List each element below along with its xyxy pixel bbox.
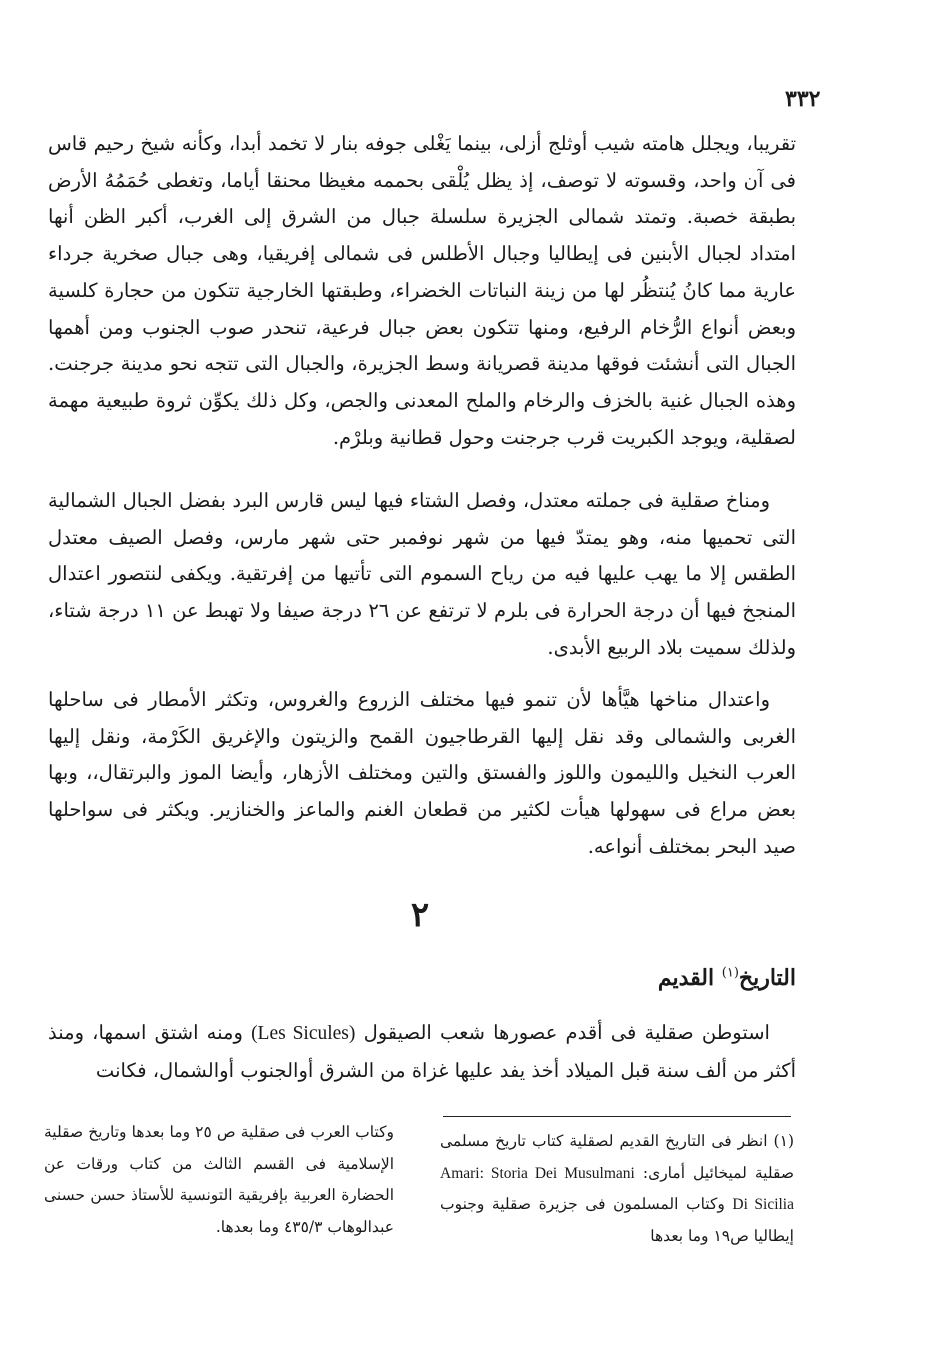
section-heading-title: التاريخ	[738, 965, 796, 991]
footnote-latin-title: Amari: Storia Dei Musulmani Di Sicilia	[440, 1164, 794, 1213]
paragraph-agriculture: واعتدال مناخها هيَّأها لأن تنمو فيها مختلف الزروع والغروس، وتكثر الأمطار فى ساحلها الغربى والشمالى وقد نقل إليها القرطاجيون القمح والزيتون والإغريق الكَرْمة، ونقل إليها العرب النخيل والليمون واللوز والفستق والتين ومختلف الأزهار، وأيضا الموز والبرتقال،، وبها بعض مراع فى سهولها هيأت لكثير من قطعان الغنم والماعز والخنازير. ويكثر فى سواحلها صيد البحر بمختلف أنواعه.	[48, 688, 796, 858]
footnote-right-part1: (١) انظر فى التاريخ القديم لصقلية كتاب تاريخ مسلمى صقلية لميخائيل أمارى:	[440, 1132, 794, 1182]
paragraph-ancient-history-end: ومنه اشتق اسمها، ومنذ أكثر من ألف سنة قبل الميلاد أخذ يفد عليها غزاة من الشرق أوالجنوب أوالشمال، فكانت	[48, 1021, 796, 1082]
footnote-left-column: وكتاب العرب فى صقلية ص ٢٥ وما بعدها وتاريخ صقلية الإسلامية فى القسم الثالث من كتاب ورقات عن الحضارة العربية بإفريقية التونسية للأستاذ حسن حسنى عبدالوهاب ٤٣٥/٣ وما بعدها.	[44, 1123, 394, 1236]
footnote-reference: (١)	[721, 965, 739, 981]
paragraph-mountains: تقريبا، ويجلل هامته شيب أوثلج أزلى، بينما يَغْلى جوفه بنار لا تخمد أبدا، وكأنه شيخ رحيم قاس فى آن واحد، وقسوته لا توصف، إذ يظل يُلْقى بحممه مغيظا محنقا أياما، وتغطى حُمَمُهُ الأرض بطبقة خصبة. وتمتد شمالى الجزيرة سلسلة جبال من الشرق إلى الغرب، أكبر الظن أنها امتداد لجبال الأبنين فى إيطاليا وجبال الأطلس فى شمالى إفريقيا، وهى جبال صخرية جرداء عارية مما كانُ يُنتظُر لها من زينة النباتات الخضراء، وطبقتها الخارجية تتكون من حجارة كلسية وبعض أنواع الرُّخام الرفيع، ومنها تتكون بعض جبال فرعية، تنحدر صوب الجنوب ومن أهمها الجبال التى أنشئت فوقها مدينة قصريانة وسط الجزيرة، والجبال التى تتجه نحو مدينة جرجنت. وهذه الجبال غنية بالخزف والرخام والملح المعدنى والجص، وكل ذلك يكوِّن ثروة طبيعية مهمة لصقلية، ويوجد الكبريت قرب جرجنت وحول قطانية وبلرْم.	[48, 132, 796, 449]
paragraph-ancient-history-start: استوطن صقلية فى أقدم عصورها شعب الصيقول	[355, 1021, 770, 1044]
section-number: ٢	[410, 895, 430, 935]
page-number: ٣٣٢	[785, 86, 821, 112]
paragraph-ancient-history	[48, 1015, 796, 1089]
footnote-right-part2: وكتاب المسلمون فى جزيرة صقلية وجنوب إيطاليا ص١٩ وما بعدها	[440, 1195, 794, 1245]
section-heading	[658, 965, 796, 991]
section-heading-suffix: القديم	[657, 965, 715, 991]
footnote-right-column	[440, 1126, 794, 1252]
footnote-divider	[443, 1116, 791, 1117]
paragraph-climate: ومناخ صقلية فى جملته معتدل، وفصل الشتاء فيها ليس قارس البرد بفضل الجبال الشمالية التى تحميها منه، وهو يمتدّ فيها من شهر نوفمبر حتى شهر مارس، وفصل الصيف معتدل الطقس إلا ما يهب عليها فيه من رياح السموم التى تأتيها من إفرتقية. ويكفى لنتصور اعتدال المنجخ فيها أن درجة الحرارة فى بلرم لا ترتفع عن ٢٦ درجة صيفا ولا تهبط عن ١١ درجة شتاء، ولذلك سميت بلاد الربيع الأبدى.	[48, 489, 797, 659]
latin-term: (Les Sicules)	[251, 1023, 356, 1044]
